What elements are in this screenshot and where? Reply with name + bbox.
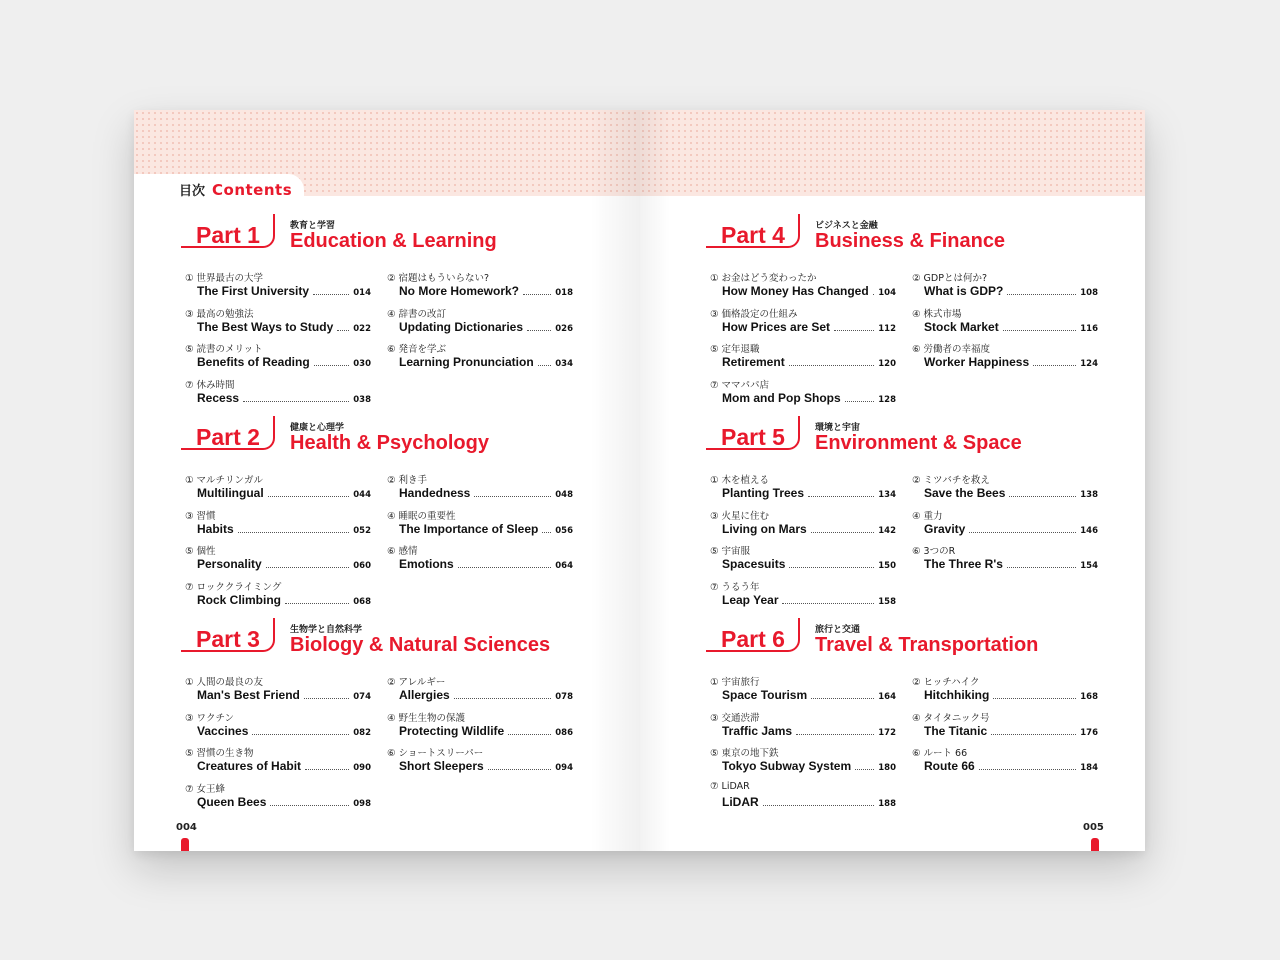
- dot-leader: [304, 690, 349, 699]
- toc-entry-page: 074: [353, 692, 371, 702]
- toc-entry[interactable]: [383, 472, 573, 504]
- part-title-jp: 健康と心理学: [290, 423, 345, 433]
- toc-entry-row: [722, 724, 896, 738]
- toc-entry-jp: ④ 重力: [912, 511, 943, 522]
- toc-entry[interactable]: [706, 341, 896, 373]
- toc-entry-row: [924, 486, 1098, 500]
- page-number-right: 005: [1083, 822, 1104, 833]
- dot-leader: [796, 726, 874, 735]
- toc-entry-page: 048: [555, 490, 573, 500]
- toc-entry-row: [722, 320, 896, 334]
- toc-entry-title: Rock Climbing: [197, 593, 282, 607]
- toc-entry-title: Short Sleepers: [399, 759, 484, 773]
- toc-entry-jp: ⑦ ロッククライミング: [185, 582, 282, 593]
- toc-entry-page: 128: [878, 395, 896, 405]
- toc-entry-title: Living on Mars: [722, 522, 807, 536]
- toc-entry-jp: ⑤ 読書のメリット: [185, 344, 263, 355]
- dot-leader: [252, 726, 349, 735]
- toc-entry-row: [399, 724, 573, 738]
- contents-title-jp: 目次: [179, 184, 206, 199]
- toc-entry-page: 134: [878, 490, 896, 500]
- toc-entry-jp: ③ 習慣: [185, 511, 216, 522]
- toc-entry-title: Personality: [197, 557, 262, 571]
- page-number-left: 004: [176, 822, 197, 833]
- toc-entry-title: Allergies: [399, 688, 450, 702]
- toc-entry-title: Recess: [197, 391, 240, 405]
- toc-entry-page: 150: [878, 561, 896, 571]
- toc-entry-row: [722, 688, 896, 702]
- toc-entry-jp: ④ タイタニック号: [912, 713, 990, 724]
- part-section-5: [706, 416, 1106, 617]
- toc-entry-page: 116: [1080, 324, 1098, 334]
- dot-leader: [991, 726, 1076, 735]
- toc-entry-row: [722, 795, 896, 809]
- toc-entry-title: Space Tourism: [722, 688, 808, 702]
- toc-entry-jp: ③ 価格設定の仕組み: [710, 309, 798, 320]
- toc-entry-title: Route 66: [924, 759, 975, 773]
- toc-entry-jp: ⑤ 個性: [185, 546, 216, 557]
- toc-entry-page: 098: [353, 799, 371, 809]
- toc-entry-jp: ② GDPとは何か?: [912, 273, 987, 284]
- dot-leader: [1007, 286, 1076, 295]
- toc-entry-row: [399, 759, 573, 773]
- toc-entry-row: [197, 688, 371, 702]
- toc-entry-jp: ① マルチリンガル: [185, 475, 264, 486]
- dot-leader: [458, 559, 552, 568]
- toc-entry[interactable]: [383, 710, 573, 742]
- toc-entry-row: [924, 724, 1098, 738]
- toc-entry-row: [197, 391, 371, 405]
- toc-entry-title: Save the Bees: [924, 486, 1006, 500]
- toc-entry-title: The Three R's: [924, 557, 1003, 571]
- toc-entry-title: Stock Market: [924, 320, 999, 334]
- toc-entry-title: Gravity: [924, 522, 966, 536]
- toc-entry-jp: ② ヒッチハイク: [912, 677, 980, 688]
- part-title-jp: ビジネスと金融: [815, 221, 878, 231]
- toc-entry-row: [197, 522, 371, 536]
- dot-leader: [314, 357, 350, 366]
- page-marker-left: [181, 838, 189, 851]
- toc-entry-title: Worker Happiness: [924, 355, 1030, 369]
- toc-entry-row: [722, 284, 896, 298]
- part-title-jp: 生物学と自然科学: [290, 625, 363, 635]
- toc-entry-title: The First University: [197, 284, 310, 298]
- dotted-header-band: [640, 110, 1145, 196]
- toc-entry[interactable]: [181, 306, 371, 338]
- toc-entry-title: Spacesuits: [722, 557, 786, 571]
- toc-entry-jp: ③ 交通渋滞: [710, 713, 760, 724]
- toc-entry[interactable]: [706, 270, 896, 302]
- part-section-4: [706, 214, 1106, 415]
- toc-entry-page: 060: [353, 561, 371, 571]
- toc-entry-row: [722, 759, 896, 773]
- toc-entry-row: [197, 486, 371, 500]
- part-section-2: [181, 416, 581, 617]
- part-section-6: [706, 618, 1106, 819]
- toc-entry[interactable]: [706, 674, 896, 706]
- toc-entry-page: 090: [353, 763, 371, 773]
- toc-entry-jp: ⑦ ママパパ店: [710, 380, 769, 391]
- part-section-3: [181, 618, 581, 819]
- toc-entry-jp: ⑥ 労働者の幸福度: [912, 344, 991, 355]
- toc-entry-page: 030: [353, 359, 371, 369]
- part-title-en: Health & Psychology: [290, 432, 489, 454]
- part-number: Part 2: [196, 424, 260, 450]
- toc-entry-row: [722, 355, 896, 369]
- toc-entry[interactable]: [181, 579, 371, 611]
- dot-leader: [855, 761, 874, 770]
- toc-entry-jp: ③ 火星に住む: [710, 511, 770, 522]
- toc-entry-row: [399, 355, 573, 369]
- toc-entry[interactable]: [181, 745, 371, 777]
- toc-entry-title: Learning Pronunciation: [399, 355, 534, 369]
- toc-entry-jp: ⑦ LiDAR: [710, 781, 750, 792]
- toc-entry[interactable]: [706, 377, 896, 409]
- toc-entry[interactable]: [181, 781, 371, 813]
- toc-entry-title: Tokyo Subway System: [722, 759, 852, 773]
- toc-entry[interactable]: [181, 472, 371, 504]
- part-header: [181, 416, 581, 462]
- toc-entry-title: Multilingual: [197, 486, 264, 500]
- part-items: [181, 674, 581, 819]
- toc-entry-jp: ⑥ ルート 66: [912, 748, 968, 759]
- toc-entry-page: 078: [555, 692, 573, 702]
- toc-entry[interactable]: [181, 543, 371, 575]
- part-header: [706, 416, 1106, 462]
- toc-entry-page: 168: [1080, 692, 1098, 702]
- toc-entry-page: 188: [878, 799, 896, 809]
- dot-leader: [538, 357, 552, 366]
- toc-entry-title: Protecting Wildlife: [399, 724, 505, 738]
- toc-entry-page: 044: [353, 490, 371, 500]
- part-title-jp: 旅行と交通: [815, 625, 861, 635]
- toc-entry-page: 014: [353, 288, 371, 298]
- dot-leader: [488, 761, 552, 770]
- part-items: [706, 674, 1106, 819]
- toc-entry-title: Planting Trees: [722, 486, 805, 500]
- toc-entry-page: 064: [555, 561, 573, 571]
- toc-entry-jp: ⑤ 定年退職: [710, 344, 760, 355]
- toc-entry-page: 120: [878, 359, 896, 369]
- toc-entry-page: 146: [1080, 526, 1098, 536]
- toc-entry-jp: ③ ワクチン: [185, 713, 235, 724]
- part-title-jp: 教育と学習: [290, 221, 336, 231]
- dot-leader: [266, 559, 350, 568]
- toc-entry-page: 082: [353, 728, 371, 738]
- dot-leader: [523, 286, 551, 295]
- toc-entry-row: [399, 486, 573, 500]
- toc-entry[interactable]: [383, 508, 573, 540]
- dot-leader: [845, 393, 875, 402]
- toc-entry-title: Creatures of Habit: [197, 759, 302, 773]
- toc-entry-title: How Prices are Set: [722, 320, 831, 334]
- toc-entry[interactable]: [383, 543, 573, 575]
- part-title-en: Biology & Natural Sciences: [290, 634, 551, 656]
- toc-entry-row: [399, 557, 573, 571]
- toc-entry-row: [924, 320, 1098, 334]
- toc-entry[interactable]: [181, 377, 371, 409]
- toc-entry-jp: ① お金はどう変わったか: [710, 273, 817, 284]
- toc-entry-row: [399, 284, 573, 298]
- toc-entry-page: 026: [555, 324, 573, 334]
- toc-entry[interactable]: [908, 341, 1098, 373]
- toc-entry-page: 138: [1080, 490, 1098, 500]
- toc-entry-page: 164: [878, 692, 896, 702]
- toc-entry-page: 094: [555, 763, 573, 773]
- toc-entry-row: [722, 391, 896, 405]
- dot-leader: [808, 488, 874, 497]
- toc-entry-row: [197, 557, 371, 571]
- toc-entry-title: Vaccines: [197, 724, 249, 738]
- dot-leader: [1007, 559, 1076, 568]
- toc-entry[interactable]: [706, 781, 896, 813]
- toc-entry-jp: ① 人間の最良の友: [185, 677, 264, 688]
- toc-entry[interactable]: [908, 710, 1098, 742]
- dot-leader: [1009, 488, 1076, 497]
- toc-entry-jp: ④ 株式市場: [912, 309, 962, 320]
- part-number: Part 1: [196, 222, 260, 248]
- dot-leader: [834, 322, 874, 331]
- toc-entry-jp: ④ 辞書の改訂: [387, 309, 447, 320]
- toc-entry-page: 180: [878, 763, 896, 773]
- toc-entry[interactable]: [383, 306, 573, 338]
- toc-entry[interactable]: [908, 472, 1098, 504]
- toc-entry-title: No More Homework?: [399, 284, 520, 298]
- toc-entry-row: [197, 284, 371, 298]
- toc-entry-page: 038: [353, 395, 371, 405]
- part-header: [181, 618, 581, 664]
- toc-entry-row: [924, 355, 1098, 369]
- part-number: Part 4: [721, 222, 785, 248]
- toc-entry-title: Updating Dictionaries: [399, 320, 524, 334]
- toc-entry-row: [722, 486, 896, 500]
- toc-entry[interactable]: [706, 508, 896, 540]
- toc-entry-row: [197, 355, 371, 369]
- part-title-en: Environment & Space: [815, 432, 1022, 454]
- contents-title-en: Contents: [212, 181, 293, 199]
- toc-entry-jp: ① 宇宙旅行: [710, 677, 760, 688]
- toc-entry-page: 056: [555, 526, 573, 536]
- toc-entry-row: [924, 759, 1098, 773]
- dot-leader: [527, 322, 551, 331]
- toc-entry-row: [722, 557, 896, 571]
- part-section-1: [181, 214, 581, 415]
- toc-entry-row: [197, 759, 371, 773]
- part-title-en: Education & Learning: [290, 230, 497, 252]
- toc-entry-row: [924, 557, 1098, 571]
- toc-entry-page: 142: [878, 526, 896, 536]
- toc-entry-title: Leap Year: [722, 593, 779, 607]
- dot-leader: [285, 595, 349, 604]
- dot-leader: [313, 286, 349, 295]
- toc-entry-page: 154: [1080, 561, 1098, 571]
- toc-entry-jp: ④ 睡眠の重要性: [387, 511, 456, 522]
- toc-entry[interactable]: [181, 674, 371, 706]
- toc-entry[interactable]: [908, 508, 1098, 540]
- toc-entry[interactable]: [181, 270, 371, 302]
- toc-entry-row: [722, 522, 896, 536]
- dot-leader: [474, 488, 551, 497]
- toc-entry-title: Retirement: [722, 355, 785, 369]
- toc-entry-title: Benefits of Reading: [197, 355, 310, 369]
- dot-leader: [811, 690, 874, 699]
- toc-entry[interactable]: [908, 745, 1098, 777]
- toc-entry[interactable]: [383, 341, 573, 373]
- gutter-shadow: [640, 110, 670, 851]
- part-title-en: Travel & Transportation: [815, 634, 1039, 656]
- page-marker-right: [1091, 838, 1099, 851]
- toc-entry-title: The Best Ways to Study: [197, 320, 334, 334]
- toc-entry-row: [924, 284, 1098, 298]
- toc-entry-jp: ⑥ 3つのR: [912, 546, 956, 557]
- toc-entry-title: The Titanic: [924, 724, 988, 738]
- toc-entry-jp: ⑤ 宇宙服: [710, 546, 751, 557]
- part-header: [706, 618, 1106, 664]
- part-items: [706, 270, 1106, 415]
- gutter-shadow: [590, 110, 640, 851]
- toc-entry-jp: ⑦ 休み時間: [185, 380, 235, 391]
- toc-entry-title: Man's Best Friend: [197, 688, 300, 702]
- toc-entry[interactable]: [908, 306, 1098, 338]
- toc-entry-page: 018: [555, 288, 573, 298]
- toc-entry-jp: ① 木を植える: [710, 475, 770, 486]
- toc-entry-title: What is GDP?: [924, 284, 1004, 298]
- toc-entry-page: 158: [878, 597, 896, 607]
- dot-leader: [969, 524, 1076, 533]
- dot-leader: [454, 690, 552, 699]
- toc-entry-row: [197, 593, 371, 607]
- toc-entry-jp: ① 世界最古の大学: [185, 273, 264, 284]
- toc-entry[interactable]: [383, 674, 573, 706]
- dot-leader: [1033, 357, 1076, 366]
- dot-leader: [238, 524, 350, 533]
- part-number: Part 3: [196, 626, 260, 652]
- toc-entry-jp: ⑤ 東京の地下鉄: [710, 748, 779, 759]
- dot-leader: [873, 286, 875, 295]
- dot-leader: [979, 761, 1077, 770]
- toc-entry[interactable]: [706, 543, 896, 575]
- toc-entry[interactable]: [706, 710, 896, 742]
- part-items: [181, 472, 581, 617]
- toc-entry[interactable]: [706, 472, 896, 504]
- toc-entry-jp: ⑦ うるう年: [710, 582, 760, 593]
- toc-entry-jp: ④ 野生生物の保護: [387, 713, 466, 724]
- dot-leader: [337, 322, 349, 331]
- toc-entry[interactable]: [706, 579, 896, 611]
- toc-entry[interactable]: [908, 674, 1098, 706]
- toc-entry-title: Traffic Jams: [722, 724, 793, 738]
- toc-entry-title: Emotions: [399, 557, 454, 571]
- toc-entry-jp: ② ミツバチを救え: [912, 475, 990, 486]
- dot-leader: [508, 726, 551, 735]
- dot-leader: [782, 595, 874, 604]
- toc-entry-page: 086: [555, 728, 573, 738]
- toc-entry-page: 112: [878, 324, 896, 334]
- toc-entry-jp: ⑥ 感情: [387, 546, 418, 557]
- toc-entry-title: Queen Bees: [197, 795, 267, 809]
- toc-entry-jp: ⑥ ショートスリーパー: [387, 748, 484, 759]
- toc-entry[interactable]: [908, 543, 1098, 575]
- dot-leader: [268, 488, 350, 497]
- dot-leader: [243, 393, 349, 402]
- toc-entry-jp: ③ 最高の勉強法: [185, 309, 254, 320]
- toc-entry-page: 022: [353, 324, 371, 334]
- toc-entry-jp: ⑦ 女王蜂: [185, 784, 226, 795]
- part-number: Part 6: [721, 626, 785, 652]
- part-header: [181, 214, 581, 260]
- part-items: [706, 472, 1106, 617]
- toc-entry-row: [722, 593, 896, 607]
- dot-leader: [763, 797, 875, 806]
- part-title-en: Business & Finance: [815, 230, 1006, 252]
- toc-entry-page: 124: [1080, 359, 1098, 369]
- dot-leader: [270, 797, 349, 806]
- toc-entry-page: 184: [1080, 763, 1098, 773]
- part-title-jp: 環境と宇宙: [815, 423, 861, 433]
- dot-leader: [811, 524, 875, 533]
- toc-entry[interactable]: [181, 508, 371, 540]
- dot-leader: [1003, 322, 1077, 331]
- toc-entry-page: 104: [878, 288, 896, 298]
- toc-entry-title: Hitchhiking: [924, 688, 990, 702]
- contents-title: [179, 180, 292, 199]
- toc-entry[interactable]: [706, 306, 896, 338]
- toc-entry-jp: ⑤ 習慣の生き物: [185, 748, 254, 759]
- toc-entry[interactable]: [181, 710, 371, 742]
- toc-entry-jp: ② 宿題はもういらない?: [387, 273, 490, 284]
- toc-entry-title: Mom and Pop Shops: [722, 391, 841, 405]
- toc-entry-jp: ⑥ 発音を学ぶ: [387, 344, 447, 355]
- toc-entry-title: How Money Has Changed: [722, 284, 869, 298]
- part-header: [706, 214, 1106, 260]
- toc-entry-jp: ② 利き手: [387, 475, 428, 486]
- toc-entry-page: 172: [878, 728, 896, 738]
- dot-leader: [542, 524, 551, 533]
- toc-entry-row: [197, 320, 371, 334]
- dot-leader: [789, 559, 874, 568]
- toc-entry-row: [197, 795, 371, 809]
- toc-entry-row: [399, 688, 573, 702]
- toc-entry-row: [399, 522, 573, 536]
- toc-entry-page: 068: [353, 597, 371, 607]
- toc-entry-title: LiDAR: [722, 795, 759, 809]
- part-number: Part 5: [721, 424, 785, 450]
- toc-entry-row: [399, 320, 573, 334]
- toc-entry-row: [924, 688, 1098, 702]
- toc-entry-row: [924, 522, 1098, 536]
- toc-entry-page: 052: [353, 526, 371, 536]
- toc-entry[interactable]: [383, 270, 573, 302]
- toc-entry-page: 034: [555, 359, 573, 369]
- dot-leader: [993, 690, 1076, 699]
- part-items: [181, 270, 581, 415]
- toc-entry[interactable]: [181, 341, 371, 373]
- toc-entry-page: 108: [1080, 288, 1098, 298]
- dot-leader: [305, 761, 349, 770]
- toc-entry-jp: ② アレルギー: [387, 677, 446, 688]
- toc-entry[interactable]: [383, 745, 573, 777]
- toc-entry-title: Habits: [197, 522, 234, 536]
- toc-entry-page: 176: [1080, 728, 1098, 738]
- toc-entry[interactable]: [908, 270, 1098, 302]
- toc-entry[interactable]: [706, 745, 896, 777]
- toc-entry-title: Handedness: [399, 486, 471, 500]
- toc-entry-title: The Importance of Sleep: [399, 522, 539, 536]
- toc-entry-row: [197, 724, 371, 738]
- dot-leader: [789, 357, 875, 366]
